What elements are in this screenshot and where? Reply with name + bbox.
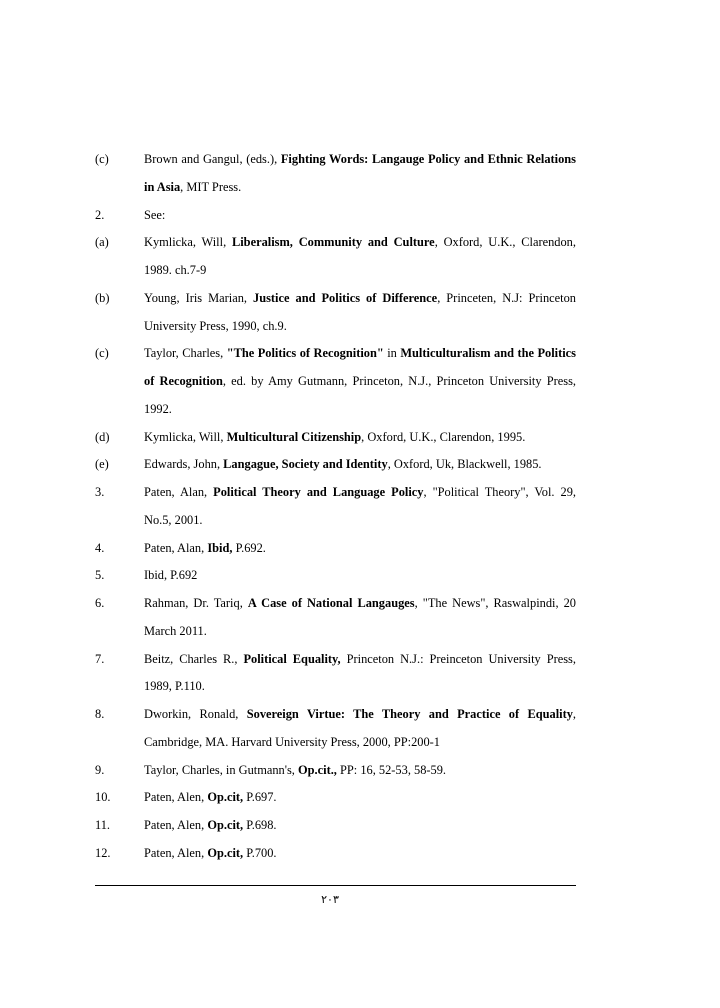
reference-number: (c) xyxy=(95,152,109,166)
reference-list xyxy=(95,146,576,868)
reference-item xyxy=(95,479,576,535)
reference-item xyxy=(95,340,576,423)
reference-detail: , "The News", Raswalpindi, 20 March 2011. xyxy=(144,596,576,638)
reference-text xyxy=(144,562,576,590)
reference-item xyxy=(95,285,576,341)
reference-text xyxy=(144,701,576,757)
reference-item xyxy=(95,590,576,646)
reference-detail: , MIT Press. xyxy=(180,179,242,194)
reference-detail: P.700. xyxy=(243,845,277,860)
reference-item xyxy=(95,424,576,452)
reference-detail: Paten, Alan, xyxy=(144,485,214,499)
reference-number: (a) xyxy=(95,235,109,250)
reference-detail: P.697. xyxy=(243,790,277,805)
reference-detail: Edwards, John, xyxy=(144,457,224,472)
reference-title: "The Politics of Recognition" xyxy=(226,346,384,361)
reference-text xyxy=(144,229,576,285)
reference-detail: See: xyxy=(144,207,166,222)
reference-text xyxy=(144,757,576,785)
reference-title: Political Equality, xyxy=(243,651,341,666)
reference-title: Justice and Politics of Difference xyxy=(253,290,438,305)
reference-number: (e) xyxy=(95,457,109,472)
reference-detail: PP: 16, 52-53, 58-59. xyxy=(336,762,447,777)
reference-number: 2. xyxy=(95,207,105,222)
reference-text xyxy=(144,646,576,702)
reference-text xyxy=(144,535,576,563)
reference-detail: Dworkin, Ronald, xyxy=(144,707,247,721)
reference-detail: Paten, Alen, xyxy=(144,818,208,832)
reference-detail: Taylor, Charles, xyxy=(144,346,227,361)
reference-title: Op.cit, xyxy=(207,790,244,805)
reference-detail: , ed. by Amy Gutmann, Princeton, N.J., Princeton University Press, 1992. xyxy=(144,374,577,416)
reference-detail: , Oxford, U.K., Clarendon, 1989. ch.7-9 xyxy=(144,235,576,277)
reference-title: Sovereign Virtue: The Theory and Practice of Equality xyxy=(246,707,573,721)
reference-item xyxy=(95,535,576,563)
reference-item xyxy=(95,840,576,868)
reference-detail: , "Political Theory", Vol. 29, No.5, 2001. xyxy=(144,485,577,527)
reference-number: (b) xyxy=(95,290,110,305)
reference-detail: , Princeten, N.J: Princeton University Press, 1990, ch.9. xyxy=(144,290,577,333)
reference-number: 4. xyxy=(95,540,105,555)
reference-detail: Paten, Alan, xyxy=(144,540,208,555)
reference-detail: Kymlicka, Will, xyxy=(144,429,227,444)
reference-detail: Taylor, Charles, in Gutmann's, xyxy=(144,762,299,777)
reference-number: 5. xyxy=(95,568,105,583)
reference-detail: , Oxford, Uk, Blackwell, 1985. xyxy=(387,457,542,472)
reference-number: 9. xyxy=(95,762,105,777)
page-number: ۲۰۳ xyxy=(321,894,339,906)
reference-title: Op.cit., xyxy=(298,762,337,777)
reference-number: 10. xyxy=(95,790,111,805)
reference-text xyxy=(144,340,576,423)
reference-detail: Paten, Alen, xyxy=(144,790,208,805)
reference-item xyxy=(95,784,576,812)
reference-text xyxy=(144,590,576,646)
reference-text xyxy=(144,479,576,535)
reference-detail: in xyxy=(383,346,401,361)
reference-item xyxy=(95,202,576,230)
reference-item xyxy=(95,562,576,590)
reference-number: (c) xyxy=(95,346,109,361)
reference-text xyxy=(144,812,576,840)
reference-number: 6. xyxy=(95,596,105,610)
reference-item xyxy=(95,812,576,840)
reference-title: Multiculturalism and the Politics of Recognition xyxy=(144,346,576,388)
reference-detail: P.692. xyxy=(232,540,266,555)
reference-detail: Beitz, Charles R., xyxy=(144,651,244,666)
reference-text xyxy=(144,840,576,868)
reference-title: Multicultural Citizenship xyxy=(226,429,362,444)
reference-detail: , Cambridge, MA. Harvard University Press, 2000, PP:200-1 xyxy=(144,707,577,749)
reference-text xyxy=(144,784,576,812)
reference-detail: Rahman, Dr. Tariq, xyxy=(144,596,248,610)
reference-title: Fighting Words: Langauge Policy and Ethnic Relations in Asia xyxy=(144,152,576,194)
reference-title: Ibid, xyxy=(207,540,233,555)
reference-title: Langague, Society and Identity xyxy=(223,457,388,472)
reference-item xyxy=(95,146,576,202)
reference-item xyxy=(95,646,576,702)
footer-divider xyxy=(95,885,576,886)
reference-text xyxy=(144,451,576,479)
reference-detail: Kymlicka, Will, xyxy=(144,235,232,250)
reference-text xyxy=(144,424,576,452)
reference-number: 8. xyxy=(95,707,105,721)
reference-title: Op.cit, xyxy=(207,845,244,860)
reference-title: Liberalism, Community and Culture xyxy=(231,235,435,250)
reference-detail: Paten, Alen, xyxy=(144,845,208,860)
reference-number: 12. xyxy=(95,845,111,860)
reference-number: (d) xyxy=(95,429,110,444)
reference-text xyxy=(144,285,576,341)
reference-text xyxy=(144,202,576,230)
reference-item xyxy=(95,757,576,785)
reference-number: 7. xyxy=(95,651,105,666)
reference-text xyxy=(144,146,576,202)
reference-title: Political Theory and Language Policy xyxy=(213,485,424,499)
reference-detail: Princeton N.J.: Preinceton University Press, 1989, P.110. xyxy=(144,651,576,694)
reference-number: 11. xyxy=(95,818,111,832)
reference-item xyxy=(95,229,576,285)
reference-item xyxy=(95,701,576,757)
reference-title: A Case of National Langauges xyxy=(247,596,415,610)
reference-detail: Young, Iris Marian, xyxy=(144,290,254,305)
reference-number: 3. xyxy=(95,485,105,499)
reference-detail: Ibid, P.692 xyxy=(144,568,198,583)
reference-detail: P.698. xyxy=(243,818,277,832)
reference-detail: , Oxford, U.K., Clarendon, 1995. xyxy=(361,429,526,444)
reference-detail: Brown and Gangul, (eds.), xyxy=(144,152,281,166)
reference-item xyxy=(95,451,576,479)
reference-title: Op.cit, xyxy=(207,818,244,832)
